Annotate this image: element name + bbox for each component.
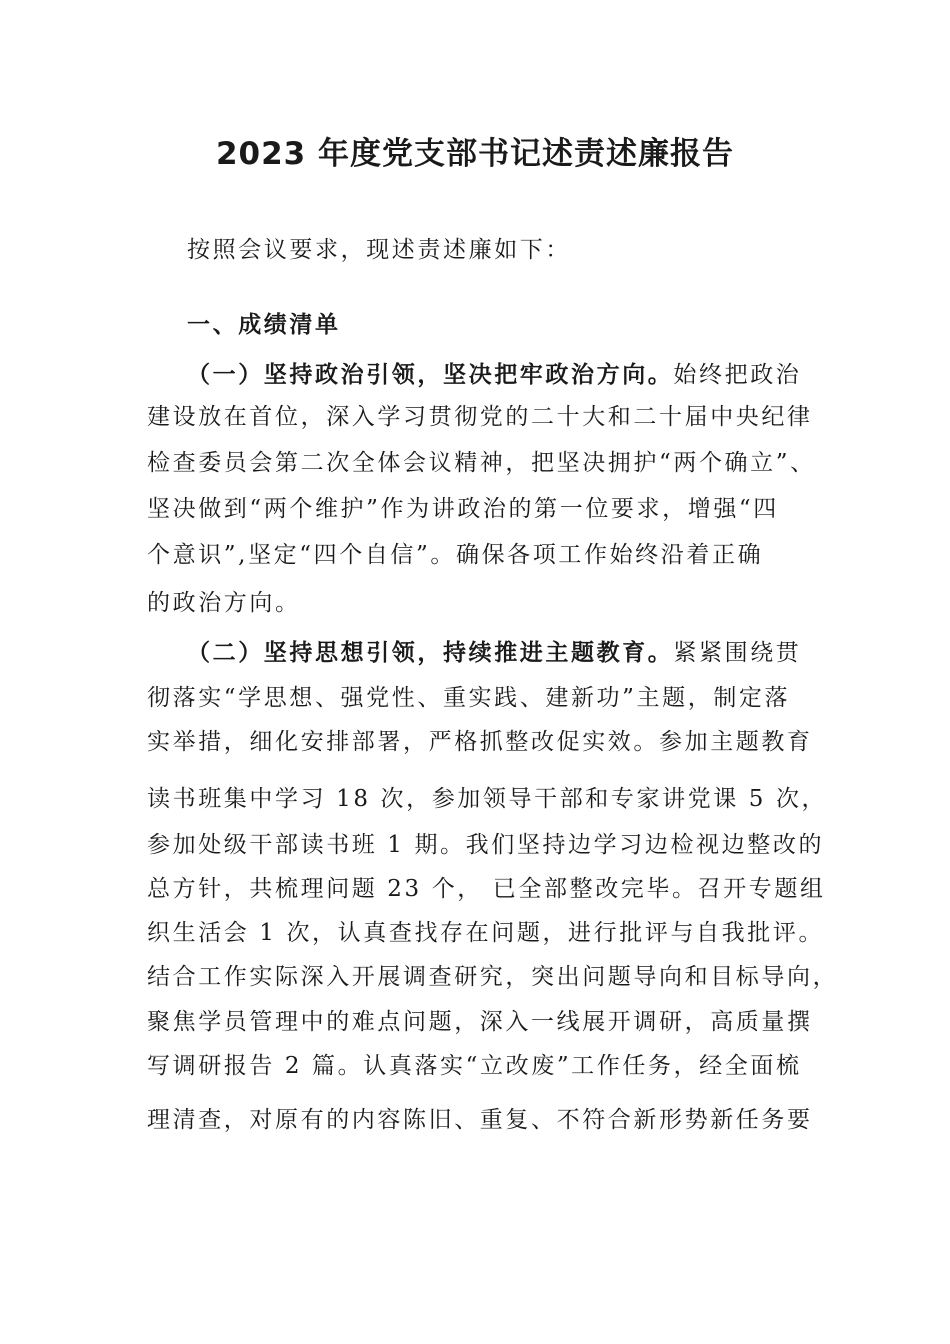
paragraph-line: 结合工作实际深入开展调查研究，突出问题导向和目标导向， xyxy=(147,964,839,990)
item1-heading: （一）坚持政治引领，坚决把牢政治方向。 xyxy=(187,362,674,388)
paragraph-line: 检查委员会第二次全体会议精神，把坚决拥护“两个确立”、 xyxy=(147,450,816,476)
paragraph-line: 实举措，细化安排部署，严格抓整改促实效。参加主题教育 xyxy=(147,729,813,755)
item1-first-line xyxy=(187,356,801,389)
item2-heading: （二）坚持思想引领，持续推进主题教育。 xyxy=(187,640,674,666)
paragraph-line: 理清查，对原有的内容陈旧、重复、不符合新形势新任务要 xyxy=(147,1107,813,1133)
paragraph-line: 织生活会 1 次，认真查找存在问题，进行批评与自我批评。 xyxy=(147,920,825,946)
item2-first-line xyxy=(187,634,801,667)
paragraph-line: 的政治方向。 xyxy=(147,590,301,616)
paragraph-line: 个意识”,坚定“四个自信”。确保各项工作始终沿着正确 xyxy=(147,542,764,568)
paragraph-line: 总方针，共梳理问题 23 个， 已全部整改完毕。召开专题组 xyxy=(147,876,826,902)
item1-lead-text: 始终把政治 xyxy=(673,362,802,388)
paragraph-line: 坚决做到“两个维护”作为讲政治的第一位要求，增强“四 xyxy=(147,496,779,522)
paragraph-line: 聚焦学员管理中的难点问题，深入一线展开调研，高质量撰 xyxy=(147,1009,813,1035)
paragraph-line: 彻落实“学思想、强党性、重实践、建新功”主题，制定落 xyxy=(147,685,791,711)
paragraph-line: 建设放在首位，深入学习贯彻党的二十大和二十届中央纪律 xyxy=(147,404,813,430)
paragraph-line: 读书班集中学习 18 次，参加领导干部和专家讲党课 5 次， xyxy=(147,786,828,812)
intro-paragraph: 按照会议要求，现述责述廉如下： xyxy=(187,237,571,263)
section-heading: 一、成绩清单 xyxy=(187,312,341,338)
paragraph-line: 参加处级干部读书班 1 期。我们坚持边学习边检视边整改的 xyxy=(147,832,825,858)
item2-lead-text: 紧紧围绕贯 xyxy=(673,640,802,666)
document-title: 2023 年度党支部书记述责述廉报告 xyxy=(215,136,735,172)
paragraph-line: 写调研报告 2 篇。认真落实“立改废”工作任务，经全面梳 xyxy=(147,1053,802,1079)
